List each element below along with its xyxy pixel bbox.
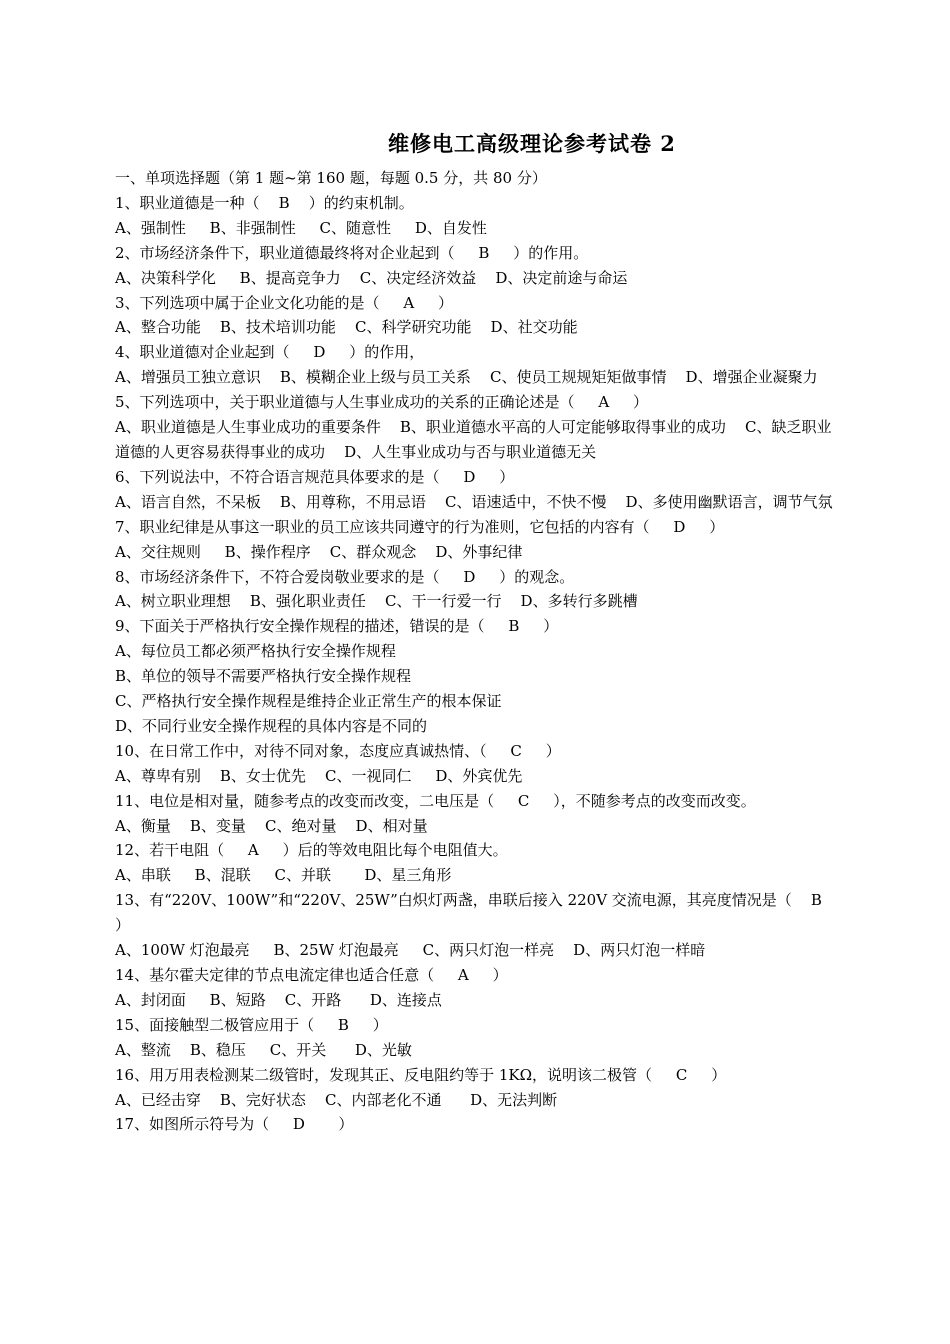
question-line: 8、市场经济条件下，不符合爱岗敬业要求的是（ D ）的观念。: [115, 567, 575, 586]
question-line: 17、如图所示符号为（ D ）: [115, 1115, 354, 1134]
question-line: 2、市场经济条件下，职业道德最终将对企业起到（ B ）的作用。: [115, 243, 589, 262]
question-line: A、树立职业理想 B、强化职业责任 C、干一行爱一行 D、多转行多跳槽: [115, 592, 638, 611]
section-heading: 一、单项选择题（第 1 题~第 160 题，每题 0.5 分，共 80 分）: [115, 169, 547, 187]
question-line: 3、下列选项中属于企业文化功能的是（ A ）: [115, 293, 454, 312]
question-line: A、衡量 B、变量 C、绝对量 D、相对量: [115, 816, 428, 835]
question-line: A、每位员工都必须严格执行安全操作规程: [115, 642, 396, 661]
question-line: A、尊卑有别 B、女士优先 C、一视同仁 D、外宾优先: [115, 766, 523, 785]
question-line: A、职业道德是人生事业成功的重要条件 B、职业道德水平高的人可定能够取得事业的成功 C、缺乏职业道德的人更容易获得事业的成功 D、人生事业成功与否与职业道德无关: [115, 418, 832, 461]
question-line: D、不同行业安全操作规程的具体内容是不同的: [115, 716, 428, 735]
question-line: A、整合功能 B、技术培训功能 C、科学研究功能 D、社交功能: [115, 318, 578, 337]
question-line: 6、下列说法中，不符合语言规范具体要求的是（ D ）: [115, 467, 515, 486]
question-line: A、封闭面 B、短路 C、开路 D、连接点: [115, 990, 442, 1009]
question-line: 14、基尔霍夫定律的节点电流定律也适合任意（ A ）: [115, 966, 508, 984]
question-line: 10、在日常工作中，对待不同对象，态度应真诚热情、（ C ）: [115, 741, 561, 760]
question-line: B、单位的领导不需要严格执行安全操作规程: [115, 667, 412, 686]
question-line: 4、职业道德对企业起到（ D ）的作用，: [115, 343, 425, 362]
question-line: 12、若干电阻（ A ）后的等效电阻比每个电阻值大。: [115, 841, 508, 860]
question-line: A、串联 B、混联 C、并联 D、星三角形: [115, 866, 452, 885]
question-line: 16、用万用表检测某二级管时，发现其正、反电阻约等于 1KΩ，说明该二极管（ C ）: [115, 1065, 727, 1084]
question-line: 1、职业道德是一种（ B ）的约束机制。: [115, 193, 414, 212]
question-line: A、100W 灯泡最亮 B、25W 灯泡最亮 C、两只灯泡一样亮 D、两只灯泡一样暗: [115, 941, 706, 960]
question-line: A、语言自然，不呆板 B、用尊称，不用忌语 C、语速适中，不快不慢 D、多使用幽默语言，调节气氛: [115, 492, 833, 511]
question-line: 9、下面关于严格执行安全操作规程的描述，错误的是（ B ）: [115, 617, 559, 636]
question-line: 7、职业纪律是从事这一职业的员工应该共同遵守的行为准则，它包括的内容有（ D ）: [115, 517, 725, 536]
question-line: A、已经击穿 B、完好状态 C、内部老化不通 D、无法判断: [115, 1090, 558, 1109]
question-line: 15、面接触型二极管应用于（ B ）: [115, 1015, 388, 1034]
question-line: 5、下列选项中，关于职业道德与人生事业成功的关系的正确论述是（ A ）: [115, 393, 649, 412]
question-line: 11、电位是相对量，随参考点的改变而改变，二电压是（ C ），不随参考点的改变而改变。: [115, 791, 756, 810]
question-line: A、增强员工独立意识 B、模糊企业上级与员工关系 C、使员工规规矩矩做事情 D、增强企业凝聚力: [115, 368, 818, 387]
question-line: C、严格执行安全操作规程是维持企业正常生产的根本保证: [115, 692, 502, 711]
question-line: A、决策科学化 B、提高竞争力 C、决定经济效益 D、决定前途与命运: [115, 268, 628, 287]
question-line: 13、有“220V、100W”和“220V、25W”白炽灯两盏，串联后接入 220V 交流电源，其亮度情况是（ B ）: [115, 891, 841, 935]
question-line: A、强制性 B、非强制性 C、随意性 D、自发性: [115, 218, 487, 237]
question-line: A、整流 B、稳压 C、开关 D、光敏: [115, 1040, 412, 1059]
question-line: A、交往规则 B、操作程序 C、群众观念 D、外事纪律: [115, 542, 523, 561]
exam-question-list: [115, 166, 845, 1137]
page-title: 维修电工高级理论参考试卷 2: [388, 131, 676, 156]
